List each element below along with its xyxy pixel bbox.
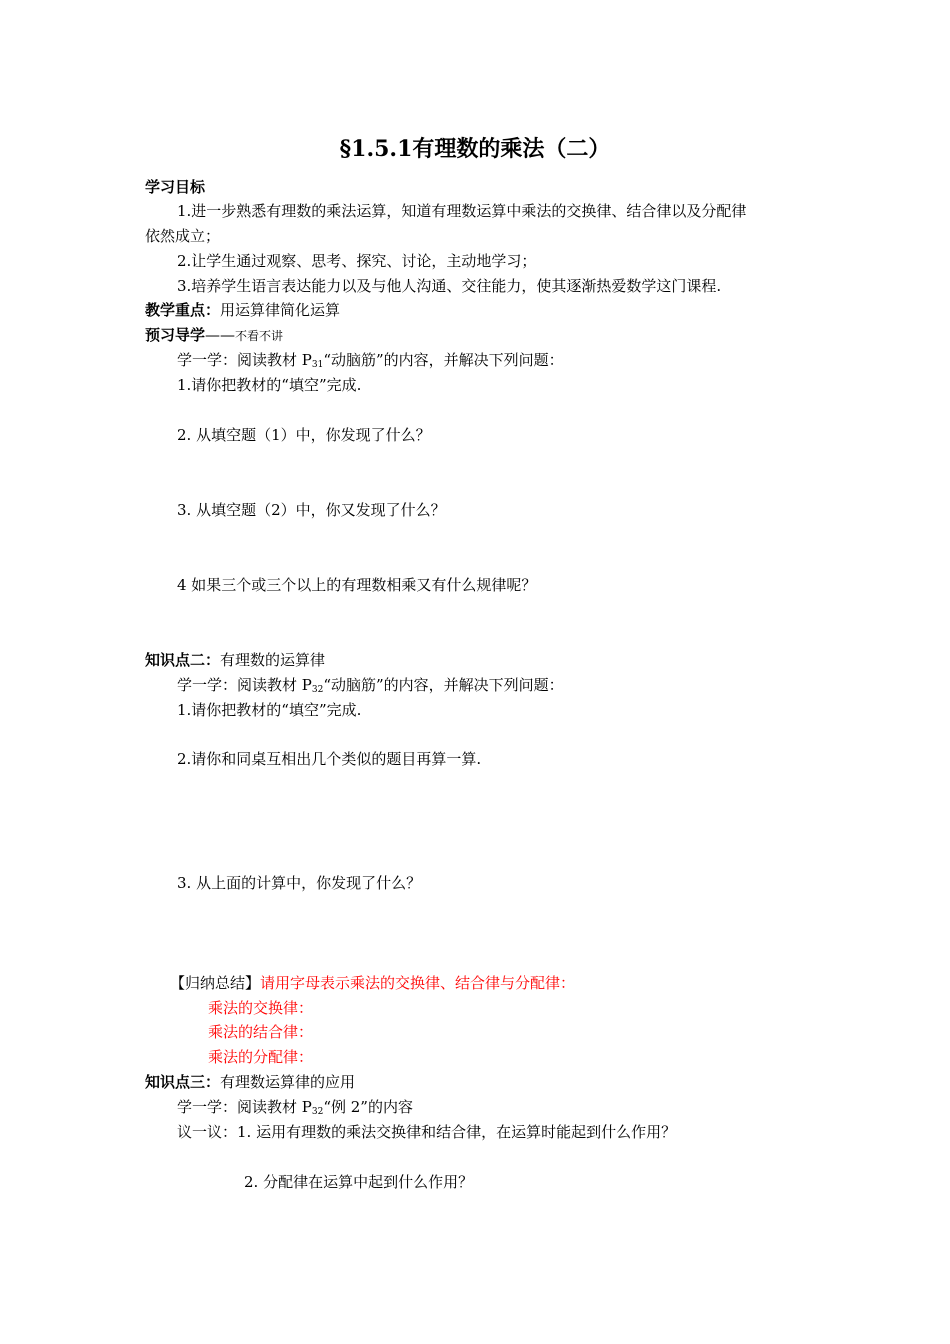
point2-question-1: 1.请你把教材的“填空”完成.: [177, 701, 362, 719]
preview-read-prefix: 学一学：阅读教材 P: [177, 351, 312, 369]
point3-read-prefix: 学一学：阅读教材 P: [177, 1098, 312, 1116]
point3-discuss-2: 2. 分配律在运算中起到什么作用？: [244, 1173, 474, 1191]
point3-colon: ：: [205, 1073, 221, 1091]
preview-read-instruction: [177, 350, 564, 370]
point2-label: 知识点二: [145, 651, 206, 669]
point3-heading: [145, 1072, 355, 1092]
key-point-text: 用运算律简化运算: [220, 301, 341, 319]
summary-commutative: 乘法的交换律：: [208, 999, 314, 1017]
point3-text: 有理数运算律的应用: [220, 1073, 356, 1091]
summary-prompt: 请用字母表示乘法的交换律、结合律与分配律：: [260, 974, 576, 992]
objective-item-1: 1.进一步熟悉有理数的乘法运算，知道有理数运算中乘法的交换律、结合律以及分配律: [177, 202, 747, 220]
point2-text: 有理数的运算律: [220, 651, 326, 669]
point2-read-suffix: “动脑筋”的内容，并解决下列问题：: [323, 676, 564, 694]
point3-page-number: 32: [311, 1107, 324, 1117]
summary-associative: 乘法的结合律：: [208, 1023, 314, 1041]
objective-item-2: 2.让学生通过观察、思考、探究、讨论，主动地学习；: [177, 252, 537, 270]
preview-dash: ——: [205, 326, 236, 344]
summary-bracket-label: 【归纳总结】: [170, 974, 261, 992]
preview-question-2: 2. 从填空题（1）中，你发现了什么？: [177, 426, 431, 444]
point3-label: 知识点三: [145, 1073, 206, 1091]
preview-page-number: 31: [311, 360, 324, 370]
key-point-colon: ：: [205, 301, 221, 319]
point2-read-prefix: 学一学：阅读教材 P: [177, 676, 312, 694]
summary-heading: [170, 973, 575, 993]
point3-read-instruction: [177, 1097, 413, 1117]
page-title: §1.5.1有理数的乘法（二）: [339, 136, 611, 162]
preview-question-1: 1.请你把教材的“填空”完成.: [177, 376, 362, 394]
preview-question-3: 3. 从填空题（2）中，你又发现了什么？: [177, 501, 446, 519]
objectives-heading: 学习目标: [145, 178, 206, 196]
point2-heading: [145, 650, 325, 670]
objective-item-1-cont: 依然成立；: [145, 227, 221, 245]
preview-label: 预习导学: [145, 326, 206, 344]
preview-question-4: 4 如果三个或三个以上的有理数相乘又有什么规律呢？: [177, 576, 537, 594]
objective-item-3: 3.培养学生语言表达能力以及与他人沟通、交往能力，使其逐渐热爱数学这门课程.: [177, 277, 722, 295]
preview-note: 不看不讲: [235, 329, 284, 343]
point2-colon: ：: [205, 651, 221, 669]
summary-distributive: 乘法的分配律：: [208, 1048, 314, 1066]
point2-page-number: 32: [311, 685, 324, 695]
preview-heading: [145, 325, 283, 346]
point2-question-2: 2.请你和同桌互相出几个类似的题目再算一算.: [177, 750, 482, 768]
key-point: [145, 300, 340, 320]
point2-question-3: 3. 从上面的计算中，你发现了什么？: [177, 874, 422, 892]
key-point-label: 教学重点: [145, 301, 206, 319]
point2-read-instruction: [177, 675, 564, 695]
preview-read-suffix: “动脑筋”的内容，并解决下列问题：: [323, 351, 564, 369]
point3-discuss-1: 议一议：1. 运用有理数的乘法交换律和结合律，在运算时能起到什么作用？: [177, 1123, 677, 1141]
point3-read-suffix: “例 2”的内容: [323, 1098, 413, 1116]
